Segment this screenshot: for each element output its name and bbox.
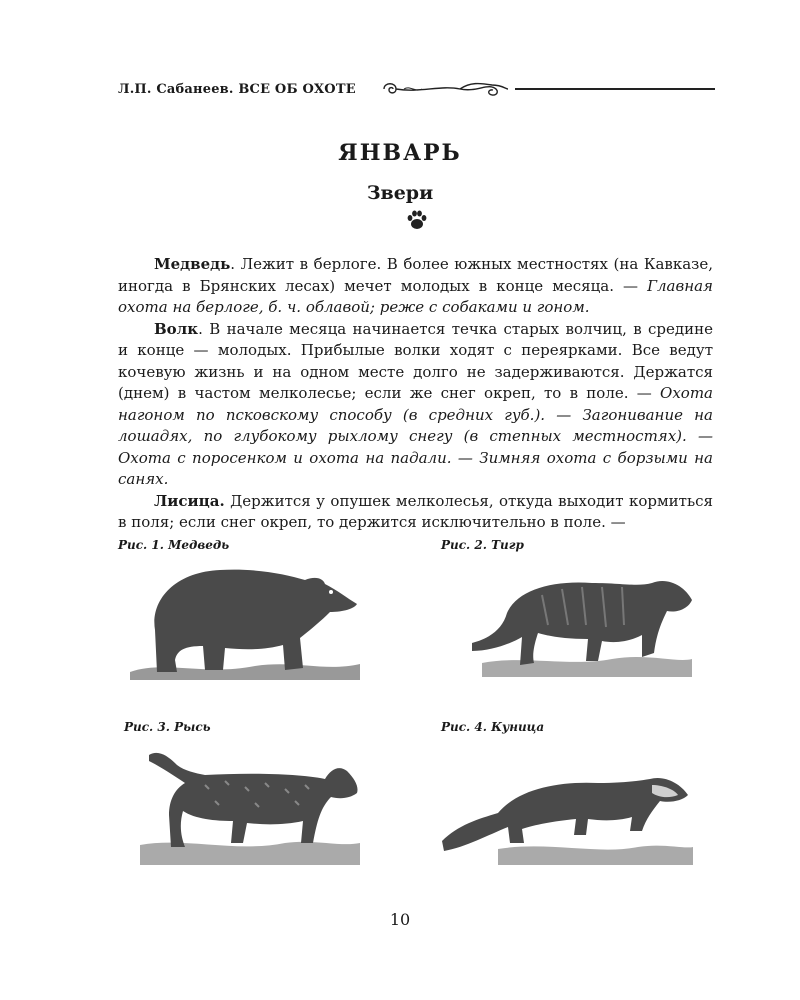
marten-engraving-icon [442,778,688,851]
paragraph-fox [118,491,713,534]
bear-engraving-icon [125,560,365,685]
tiger-engraving-icon [472,581,692,665]
paragraph-bear [118,254,713,319]
figure-caption: Рис. 2. Тигр [441,538,524,552]
paw-icon [405,209,429,231]
term: Лисица. [154,491,225,510]
term: Медведь [154,255,231,273]
figure-caption: Рис. 3. Рысь [124,720,211,734]
lynx-engraving-icon [149,753,358,847]
header-rule [515,88,715,90]
chapter-title: ЯНВАРЬ [338,140,462,166]
plain-text: . В начале месяца начинается течка старых волчиц, в средине и конце — молодых. Прибылые волки ходят с переярками. Все ведут кочевую жизнь и на одном месте долго не задерживаются. Держатся (днем) в частом мелколесье; если же снег окреп, то в поле. — [118,319,713,402]
page-number: 10 [389,910,411,929]
figure-caption: Рис. 1. Медведь [118,538,230,552]
plain-text: Держится у опушек мелколесья, откуда выходит кормиться в поля; если снег окреп, то держится исключительно в поле. — [118,491,713,531]
figure-caption: Рис. 4. Куница [441,720,545,734]
section-title: Звери [366,182,434,204]
page-header [118,79,718,103]
body-text [118,254,713,534]
plain-text: . Лежит в берлоге. В более южных местностях (на Кавказе, иногда в Брянских лесах) мечет молодых в конце месяца. — [118,255,713,295]
italic-text: Охота нагоном по псковскому способу (в средних губ.). — Загонивание на лошадях, по глубокому рыхлому снегу (в степных местностях). — Охота с поросенком и охота на падали. — Зимняя охота с борзыми на санях. [118,384,713,488]
paragraph-wolf [118,319,713,491]
term: Волк [154,319,199,338]
ornament-flourish-icon [380,79,510,99]
running-head: Л.П. Сабанеев. ВСЕ ОБ ОХОТЕ [118,82,356,97]
italic-text: Главная охота на берлоге, б. ч. облавой; реже с собаками и гоном. [118,276,713,316]
